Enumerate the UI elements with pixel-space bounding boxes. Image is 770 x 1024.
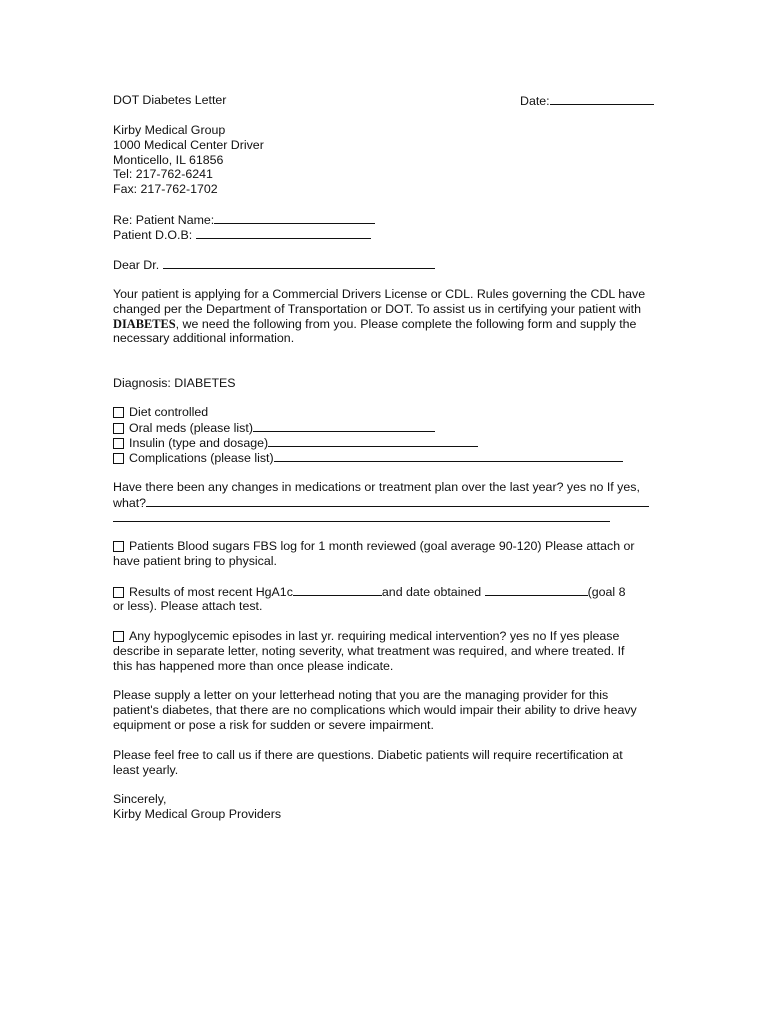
signature: Kirby Medical Group Providers — [113, 807, 282, 821]
intro-line-3 — [113, 317, 636, 332]
hga1c-line-2: or less). Please attach test. — [113, 599, 263, 613]
sincerely: Sincerely, — [113, 792, 167, 806]
blood-sugar-line-2: have patient bring to physical. — [113, 554, 277, 568]
intro-line-4: necessary additional information. — [113, 331, 295, 345]
intro-line-2: changed per the Department of Transportation or DOT. To assist us in certifying your patient with — [113, 302, 642, 316]
insulin-field[interactable] — [268, 435, 478, 447]
hypoglycemic-line-1 — [113, 629, 619, 644]
sender-address-1: 1000 Medical Center Driver — [113, 138, 264, 152]
changes-line-1: Have there been any changes in medications or treatment plan over the last year? yes no If yes, — [113, 480, 640, 494]
patient-name-field[interactable] — [214, 212, 375, 224]
changes-field-1[interactable] — [146, 495, 649, 507]
intro-line-1: Your patient is applying for a Commercial Drivers License or CDL. Rules governing the CDL have — [113, 287, 646, 301]
option-complications — [113, 450, 623, 466]
oral-meds-label: Oral meds (please list) — [129, 421, 253, 435]
salutation-line — [113, 257, 435, 273]
insulin-label: Insulin (type and dosage) — [129, 436, 269, 450]
hga1c-label: Results of most recent HgA1c — [129, 585, 293, 599]
diet-label: Diet controlled — [129, 405, 209, 419]
doctor-name-field[interactable] — [163, 257, 435, 269]
insulin-checkbox[interactable] — [113, 438, 124, 449]
patient-name-line — [113, 212, 375, 228]
sender-fax: Fax: 217-762-1702 — [113, 182, 218, 196]
closing-line-1: Please feel free to call us if there are questions. Diabetic patients will require recertification at — [113, 748, 623, 762]
date-field[interactable] — [550, 93, 654, 105]
complications-label: Complications (please list) — [129, 451, 274, 465]
hga1c-date-label: and date obtained — [381, 585, 482, 599]
patient-dob-line — [113, 227, 371, 243]
letterhead-line-3: equipment or pose a risk for sudden or severe impairment. — [113, 718, 434, 732]
hypoglycemic-checkbox[interactable] — [113, 631, 124, 642]
hypoglycemic-line-2: describe in separate letter, noting severity, what treatment was required, and where treated. If — [113, 644, 625, 658]
hga1c-checkbox[interactable] — [113, 587, 124, 598]
option-diet — [113, 405, 208, 420]
patient-dob-label: Patient D.O.B: — [113, 228, 193, 242]
option-insulin — [113, 435, 478, 451]
changes-line-2 — [113, 495, 649, 511]
complications-field[interactable] — [274, 450, 623, 462]
hypoglycemic-text: Any hypoglycemic episodes in last yr. requiring medical intervention? yes no If yes please — [129, 629, 620, 643]
salutation: Dear Dr. — [113, 258, 160, 272]
changes-line-3 — [113, 510, 610, 526]
letterhead-line-2: patient's diabetes, that there are no complications which would impair their ability to drive heavy — [113, 703, 637, 717]
blood-sugar-text: Patients Blood sugars FBS log for 1 month reviewed (goal average 90-120) Please attach or — [129, 539, 635, 553]
complications-checkbox[interactable] — [113, 453, 124, 464]
letterhead-line-1: Please supply a letter on your letterhead noting that you are the managing provider for this — [113, 688, 609, 702]
diet-checkbox[interactable] — [113, 407, 124, 418]
blood-sugar-line-1 — [113, 539, 635, 554]
oral-meds-field[interactable] — [253, 420, 435, 432]
date-label: Date: — [520, 94, 550, 108]
hga1c-result-field[interactable] — [293, 584, 382, 596]
date-line — [520, 93, 654, 109]
diagnosis: Diagnosis: DIABETES — [113, 376, 236, 390]
changes-field-2[interactable] — [113, 510, 610, 522]
closing-line-2: least yearly. — [113, 763, 179, 777]
option-oral — [113, 420, 435, 436]
diabetes-emphasis: DIABETES — [113, 317, 176, 331]
sender-tel: Tel: 217-762-6241 — [113, 167, 213, 181]
hypoglycemic-line-3: this has happened more than once please indicate. — [113, 659, 394, 673]
patient-name-label: Re: Patient Name: — [113, 213, 215, 227]
patient-dob-field[interactable] — [196, 227, 371, 239]
hga1c-line-1 — [113, 584, 625, 600]
document-title: DOT Diabetes Letter — [113, 93, 227, 107]
intro-line-3-text: , we need the following from you. Please complete the following form and supply the — [175, 317, 637, 331]
sender-name: Kirby Medical Group — [113, 123, 226, 137]
sender-address-2: Monticello, IL 61856 — [113, 153, 224, 167]
blood-sugar-checkbox[interactable] — [113, 541, 124, 552]
oral-meds-checkbox[interactable] — [113, 423, 124, 434]
hga1c-date-field[interactable] — [485, 584, 588, 596]
hga1c-goal: (goal 8 — [587, 585, 626, 599]
changes-what-label: what? — [113, 496, 147, 510]
